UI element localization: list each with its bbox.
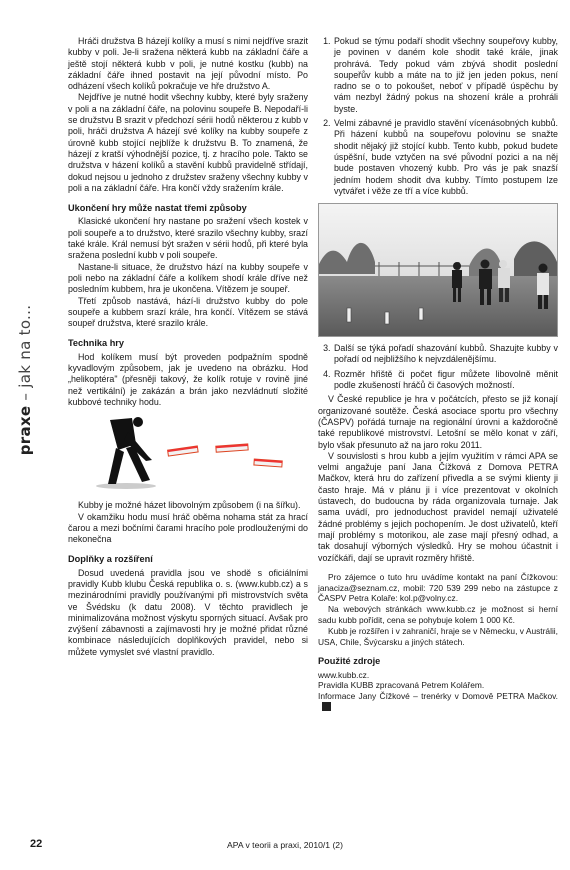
throwing-technique-illustration [88,414,288,492]
paragraph: V okamžiku hodu musí hráč oběma nohama stát za hrací čarou a mezi bočními čarami hracího pole prodlouženými do nekonečna [68,511,308,545]
list-item: 1. Pokud se týmu podaří shodit všechny soupeřovy kubby, je povinen v daném kole shodit také krále, jinak prohrává. Tedy pokud vám zbývá shodit poslední soupeřův kubb a máte na to již jen jeden pokus, není radno se o to pokoušet, neboť v případě úspěchu by vám nezbyl žádný pokus na shození krále a prohráli byste. [333,36,558,115]
paragraph: Nejdříve je nutné hodit všechny kubby, které byly sraženy v poli a na základní čáře, na polovinu soupeře B. Nepodaří-li se družstvu B srazit v předchozí sérii hodů některou z kubb v poli, hráči družstva A házejí své kolíky na kubby soupeře z úrovně kubb stojící nejblíže k družstvu B. To znamená, že házejí z kratší výhodnější pozice, tj. z hracího pole. Takto se družstva v házení kolíků a stavění kubbů pravidelně střídají, dokud nejsou u jednoho z družstev sraženy všechny kubby v poli a na základní čáře. Hra končí vždy sražením krále. [68,92,308,193]
section-side-label [14,230,36,530]
paragraph: V souvislosti s hrou kubb a jejím využitím v rámci APA se velmi angažuje paní Jana Čížková z Domova PETRA Mačkov, která hru do zařízení přivedla a se svými klienty ji často hraje. Má v plánu ji i více prezentovat v okolních ústavech, do budoucna by ráda organizovala turnaje. Jak sama uvádí, pro jednoduchost pravidel nemají uživatelé žádné problémy s jejich pochopením. Je dost uživatelů, kteří mají problémy s motorikou, ale zase mají přesný odhad, a tak dosahují výborných výsledků. Hry se mohou účastnit i vozíčkáři, dají se upravit rozměry hřiště. [318,450,558,563]
rules-list-part1 [318,36,558,197]
source-item: Pravidla KUBB zpracovaná Petrem Kolářem. [318,680,485,691]
paragraph: Klasické ukončení hry nastane po sražení všech kostek v poli soupeře a to družstvo, které srazilo všechny kubby, srazí také krále. Král nemusí být sražen v sérii hodů, při které byla sražena poslední kubb v poli soupeře. [68,216,308,261]
section-word: praxe [16,405,34,456]
source-item [318,691,558,714]
list-item: 3. Další se týká pořadí shazování kubbů. Shazujte kubby v pořadí od nejbližšího k nejvzdálenějšímu. [333,343,558,366]
heading-game-end: Ukončení hry může nastat třemi způsoby [68,203,247,214]
paragraph: Kubb je rozšířen i v zahraničí, hraje se v Německu, v Austrálii, USA, Chile, Švýcarsku a jiných státech. [318,625,558,647]
heading-sources: Použité zdroje [318,656,381,667]
heading-technique: Technika hry [68,338,124,349]
players-photo [318,203,558,337]
paragraph: Třetí způsob nastává, hází-li družstvo kubby do pole soupeře a kubbem srazí krále, hra končí. Vítězem se stává soupeř družstva, které srazilo krále. [68,295,308,329]
paragraph: Nastane-li situace, že družstvo hází na kubby soupeře v poli nebo na základní čáře a kolíkem shodí krále dříve než posledním kubbem, hra je ukončena. Vítězem je soupeř. [68,261,308,295]
sources-list [318,670,558,714]
rules-list-part2 [318,343,558,391]
source-text: Informace Jany Čížkové – trenérky v Domově PETRA Mačkov. [318,691,558,702]
page-footer [0,838,570,852]
right-column [318,36,558,714]
paragraph: Hráči družstva B házejí kolíky a musí s nimi nejdříve srazit kubby v poli. Je-li sražena některá kubb na základní čáře a ještě stojí některá kubb v poli, je nutné kostku (kubb) na základní čáře ihned postavit na její původní místo. Po odházení všech kolíků pokračuje ve hře družstvo A. [68,36,308,92]
list-item: 4. Rozměr hřiště či počet figur můžete libovolně měnit podle zkušeností hráčů či časových možností. [333,369,558,392]
article-end-icon [322,702,331,711]
source-item: www.kubb.cz. [318,669,370,680]
journal-citation: APA v teorii a praxi, 2010/1 (2) [227,840,343,850]
list-item: 2. Velmi zábavné je pravidlo stavění vícenásobných kubbů. Při házení kubbů na soupeřovu polovinu se snažte shodit nějaký již stojící kubb. Tento kubb, pokud budete úspěšní, bude vztyčen na své původní pozici a na něj bude postaven vhozený kubb. Pro vás je pak snazší jedním hodem shodit dva kubby. Tímto postupem lze vytvářet i věže ze tří a více kubbů. [333,118,558,197]
paragraph: Na webových stránkách www.kubb.cz je možnost si herní sadu kubb pořídit, cena se pohybuje kolem 1 000 Kč. [318,604,558,625]
paragraph: Pro zájemce o tuto hru uvádíme kontakt na paní Čížkovou: janaciza@seznam.cz, mobil: 720 539 299 nebo na zástupce z ČASPV Petra Kolaře: kol.p@volny.cz. [318,571,558,604]
paragraph: Kubby je možné házet libovolným způsobem (i na šířku). [78,500,301,511]
paragraph: Hod kolíkem musí být proveden podpažním spodně kyvadlovým způsobem, jak je uvedeno na obrázku. Hod „helikoptéra" (přesněji takový, že kolík rotuje v rovině jiné než vertikální) je zakázán a brán jako nezvládnutí složité kubbové techniky hodu. [68,351,308,407]
contact-block [318,572,558,648]
page-number: 22 [30,838,43,850]
section-subtitle: – jak na to... [16,304,34,406]
left-column [68,36,308,658]
paragraph: Dosud uvedená pravidla jsou ve shodě s oficiálními pravidly Kubb klubu Česká republika o. s. (www.kubb.cz) a s mezinárodními pravidly používanými při mistrovstvích světa ve Švédsku (k datu 2008). V těchto pravidlech je minimalizována možnost výskytu sporných situací. Avšak pro zvýšení zábavnosti a zajímavosti hry je možné přidat různé kombinace následujících doplňkových pravidel, nebo si můžete vymyslet své vlastní pravidlo. [68,567,308,657]
heading-extensions: Doplňky a rozšíření [68,554,153,565]
paragraph: V České republice je hra v počátcích, přesto se již konají organizované soutěže. Česká asociace sportu pro všechny (ČASPV) pořádá turnaje na regionální úrovni a každoročně také republikové mistrovství. Letošní se mělo konat v září, bylo však přesunuto až na jaro roku 2011. [318,394,558,450]
